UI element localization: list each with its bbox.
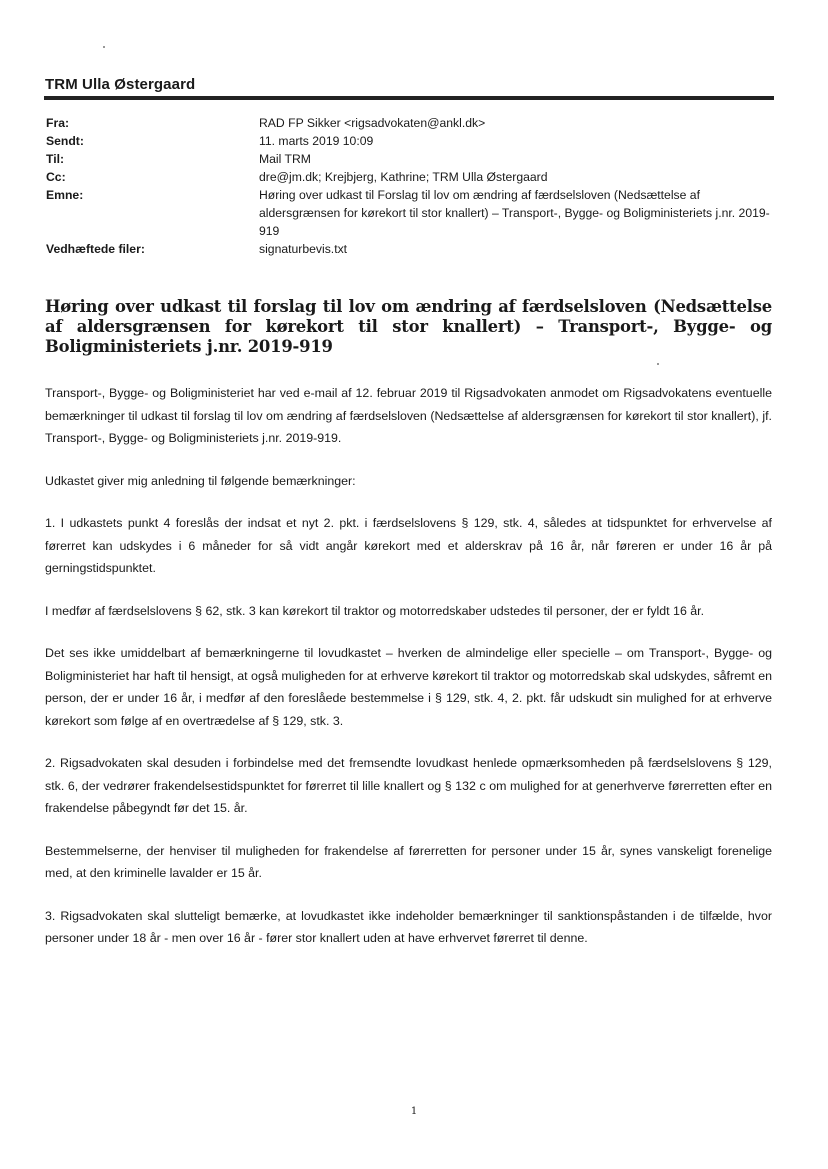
meta-label: Fra: (46, 116, 70, 130)
scan-speck (657, 363, 659, 365)
meta-label: Cc: (46, 170, 66, 184)
body-paragraph: Udkastet giver mig anledning til følgende bemærkninger: (45, 473, 356, 488)
meta-row-attachments (46, 240, 774, 258)
meta-label: Emne: (46, 188, 84, 202)
meta-label: Til: (46, 152, 65, 166)
body-paragraph: 3. Rigsadvokaten skal slutteligt bemærke, at lovudkastet ikke indeholder bemærkninger til sanktionspåstanden i de tilfælde, hvor personer under 18 år - men over 16 år - fører stor knallert uden at have erhvervet førerret til denne. (45, 908, 772, 945)
meta-value: dre@jm.dk; Krejbjerg, Kathrine; TRM Ulla Østergaard (259, 170, 548, 184)
sender-name: TRM Ulla Østergaard (45, 76, 196, 93)
document-title: Høring over udkast til forslag til lov om ændring af færdselsloven (Nedsættelse af aldersgrænsen for kørekort til stor knallert) – Transport-, Bygge- og Boligministeriets j.nr. 2019-919 (45, 297, 772, 356)
meta-value: Høring over udkast til Forslag til lov om ændring af færdselsloven (Nedsættelse af aldersgrænsen for kørekort til stor knallert) – Transport-, Bygge- og Boligministeriets j.nr. 2019-919 (259, 188, 770, 238)
meta-row-from (46, 114, 774, 132)
scan-speck (103, 46, 105, 48)
body-paragraph: I medfør af færdselslovens § 62, stk. 3 kan kørekort til traktor og motorredskaber udstedes til personer, der er fyldt 16 år. (45, 603, 705, 618)
meta-row-subject (46, 186, 774, 240)
document-body (45, 382, 772, 970)
meta-value: signaturbevis.txt (259, 242, 348, 256)
meta-value: RAD FP Sikker <rigsadvokaten@ankl.dk> (259, 116, 486, 130)
body-paragraph: 1. I udkastets punkt 4 foreslås der indsat et nyt 2. pkt. i færdselslovens § 129, stk. 4, således at tidspunktet for erhvervelse af førerret kan udskydes i 6 måneder for så vidt angår kørekort med et alderskrav på 16 år, når føreren er under 16 år på gerningstidspunktet. (45, 516, 772, 575)
body-paragraph: Bestemmelserne, der henviser til muligheden for frakendelse af førerretten for personer under 15 år, synes vanskeligt forenelige med, at den kriminelle lavalder er 15 år. (45, 843, 772, 880)
meta-label: Sendt: (46, 134, 84, 148)
meta-row-sent (46, 132, 774, 150)
meta-label: Vedhæftede filer: (46, 242, 145, 256)
page-number: 1 (410, 1106, 418, 1117)
meta-row-to (46, 150, 774, 168)
email-meta (46, 114, 774, 258)
body-paragraph: 2. Rigsadvokaten skal desuden i forbindelse med det fremsendte lovudkast henlede opmærksomheden på færdselslovens § 129, stk. 6, der vedrører frakendelsestidspunktet for førerret til lille knallert og § 132 c om mulighed for at generhverve førerretten efter en frakendelse påbegyndt før det 15. år. (45, 756, 772, 815)
header-rule (44, 96, 774, 100)
meta-row-cc (46, 168, 774, 186)
body-paragraph: Transport-, Bygge- og Boligministeriet har ved e-mail af 12. februar 2019 til Rigsadvokaten anmodet om Rigsadvokatens eventuelle bemærkninger til udkast til forslag til lov om ændring af færdselsloven (Nedsættelse af aldersgrænsen for kørekort til stor knallert), jf. Transport-, Bygge- og Boligministeriets j.nr. 2019-919. (45, 386, 772, 445)
meta-value: Mail TRM (259, 152, 311, 166)
meta-value: 11. marts 2019 10:09 (259, 134, 374, 148)
body-paragraph: Det ses ikke umiddelbart af bemærkningerne til lovudkastet – hverken de almindelige eller specielle – om Transport-, Bygge- og Boligministeriet har haft til hensigt, at også muligheden for at erhverve kørekort til traktor og motorredskab skal udskydes, såfremt en person, der er under 16 år, i medfør af den foreslåede bestemmelse i § 129, stk. 4, 2. pkt. får udskudt sin mulighed for at erhverve kørekort som følge af en overtrædelse af § 129, stk. 3. (45, 646, 772, 728)
